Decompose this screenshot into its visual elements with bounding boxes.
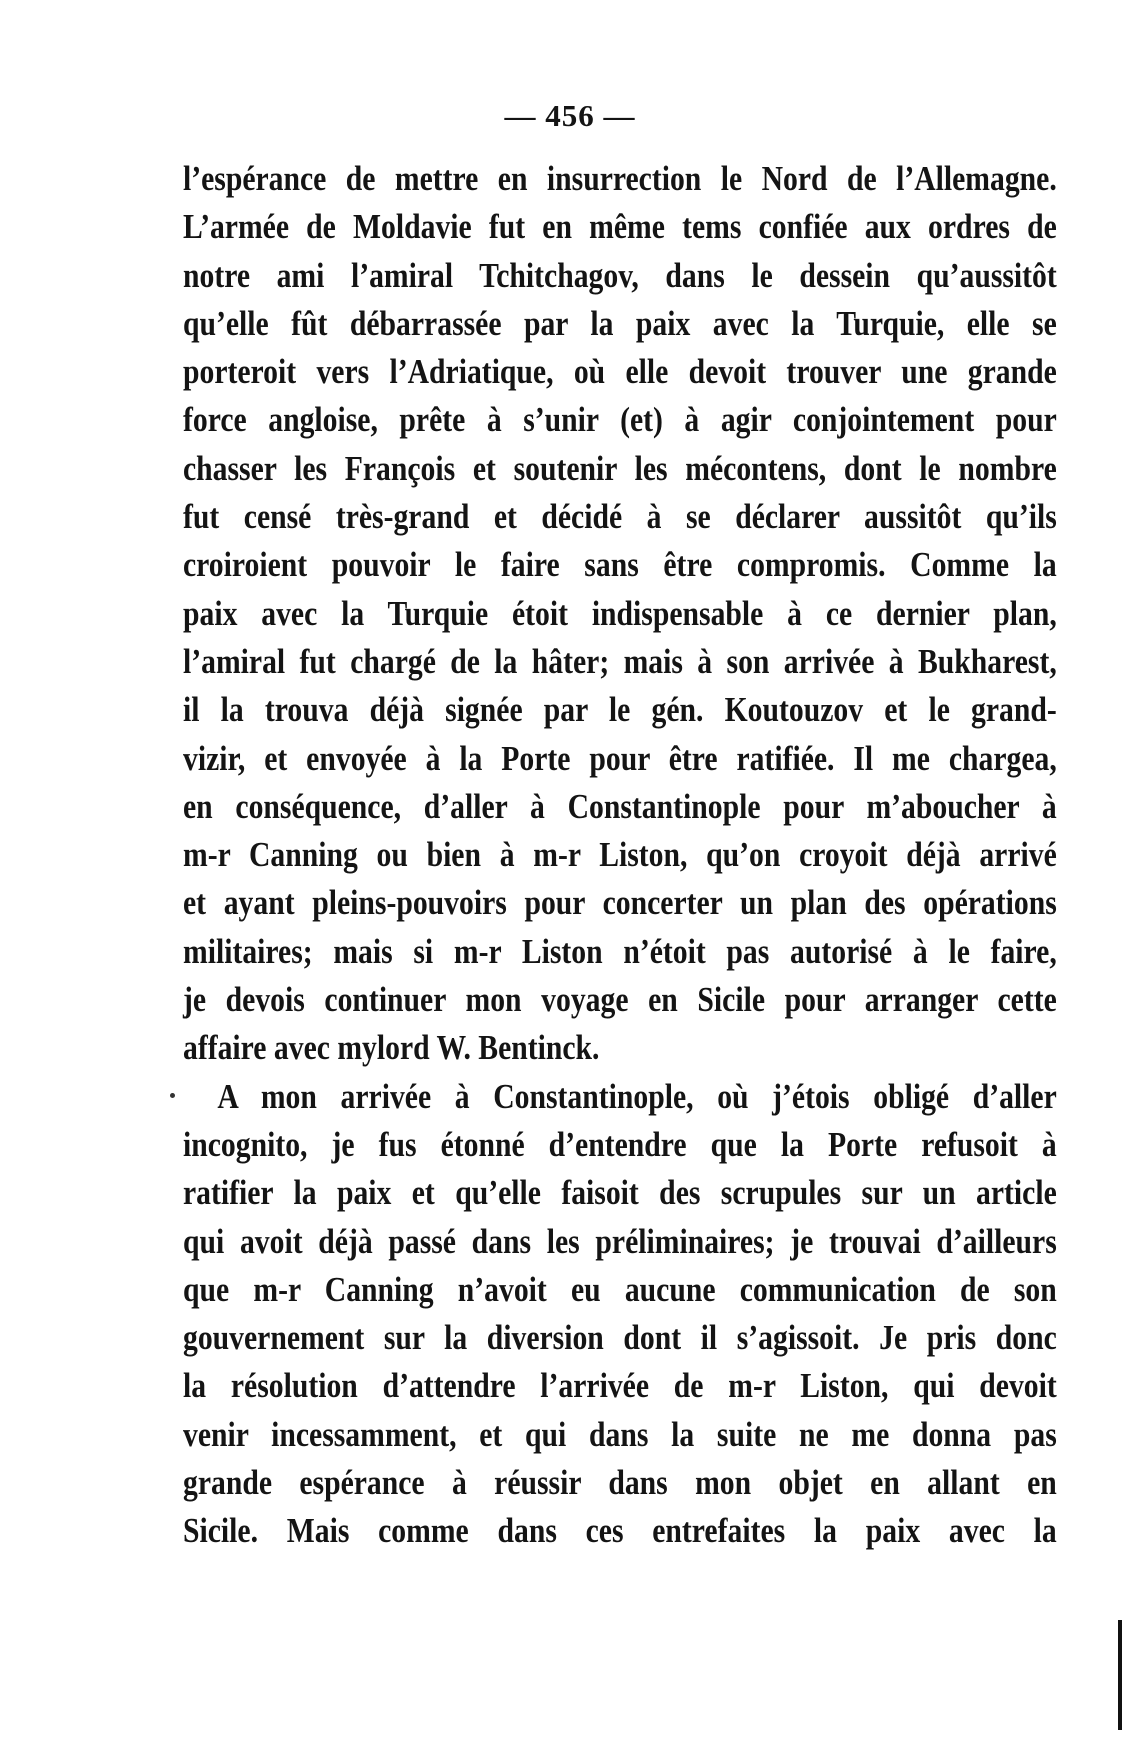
text-line: qu’elle fût débarrassée par la paix avec la Turquie, elle se (183, 304, 1057, 343)
text-line: venir incessamment, et qui dans la suite ne me donna pas (183, 1415, 1057, 1454)
text-line: l’amiral fut chargé de la hâter; mais à son arrivée à Bukharest, (183, 642, 1057, 681)
text-line: je devois continuer mon voyage en Sicile pour arranger cette (183, 981, 1057, 1020)
text-line: force angloise, prête à s’unir (et) à agir conjointement pour (183, 401, 1057, 440)
text-line: et ayant pleins-pouvoirs pour concerter un plan des opérations (183, 884, 1057, 923)
page-edge-mark (1118, 1620, 1122, 1730)
text-line: qui avoit déjà passé dans les préliminaires; je trouvai d’ailleurs (183, 1222, 1057, 1261)
text-line: affaire avec mylord W. Bentinck. (183, 1029, 600, 1068)
text-line: notre ami l’amiral Tchitchagov, dans le dessein qu’aussitôt (183, 256, 1057, 295)
text-line: fut censé très-grand et décidé à se déclarer aussitôt qu’ils (183, 498, 1057, 537)
margin-mark (170, 1093, 175, 1098)
text-line: m-r Canning ou bien à m-r Liston, qu’on croyoit déjà arrivé (183, 836, 1057, 875)
page-number: — 456 — (504, 98, 636, 133)
text-line: il la trouva déjà signée par le gén. Koutouzov et le grand- (183, 691, 1057, 730)
text-line: paix avec la Turquie étoit indispensable à ce dernier plan, (183, 594, 1057, 633)
text-line: incognito, je fus étonné d’entendre que la Porte refusoit à (183, 1125, 1057, 1164)
text-line: ratifier la paix et qu’elle faisoit des scrupules sur un article (183, 1174, 1057, 1213)
text-line: en conséquence, d’aller à Constantinople pour m’aboucher à (183, 787, 1057, 826)
text-line: vizir, et envoyée à la Porte pour être ratifiée. Il me chargea, (183, 739, 1057, 778)
text-line: l’espérance de mettre en insurrection le Nord de l’Allemagne. (183, 160, 1057, 198)
text-line: A mon arrivée à Constantinople, où j’étois obligé d’aller (217, 1077, 1057, 1116)
text-line: grande espérance à réussir dans mon objet en allant en (183, 1464, 1057, 1503)
body-text (183, 155, 1057, 1556)
text-line: chasser les François et soutenir les mécontens, dont le nombre (183, 449, 1057, 488)
text-line: Sicile. Mais comme dans ces entrefaites la paix avec la (183, 1512, 1057, 1551)
text-line: L’armée de Moldavie fut en même tems confiée aux ordres de (183, 208, 1057, 247)
text-line: gouvernement sur la diversion dont il s’agissoit. Je pris donc (183, 1319, 1057, 1358)
text-line: militaires; mais si m-r Liston n’étoit pas autorisé à le faire, (183, 932, 1057, 971)
text-line: la résolution d’attendre l’arrivée de m-r Liston, qui devoit (183, 1367, 1057, 1406)
text-line: que m-r Canning n’avoit eu aucune communication de son (183, 1270, 1057, 1309)
text-line: porteroit vers l’Adriatique, où elle devoit trouver une grande (183, 353, 1057, 392)
text-line: croiroient pouvoir le faire sans être compromis. Comme la (183, 546, 1057, 585)
